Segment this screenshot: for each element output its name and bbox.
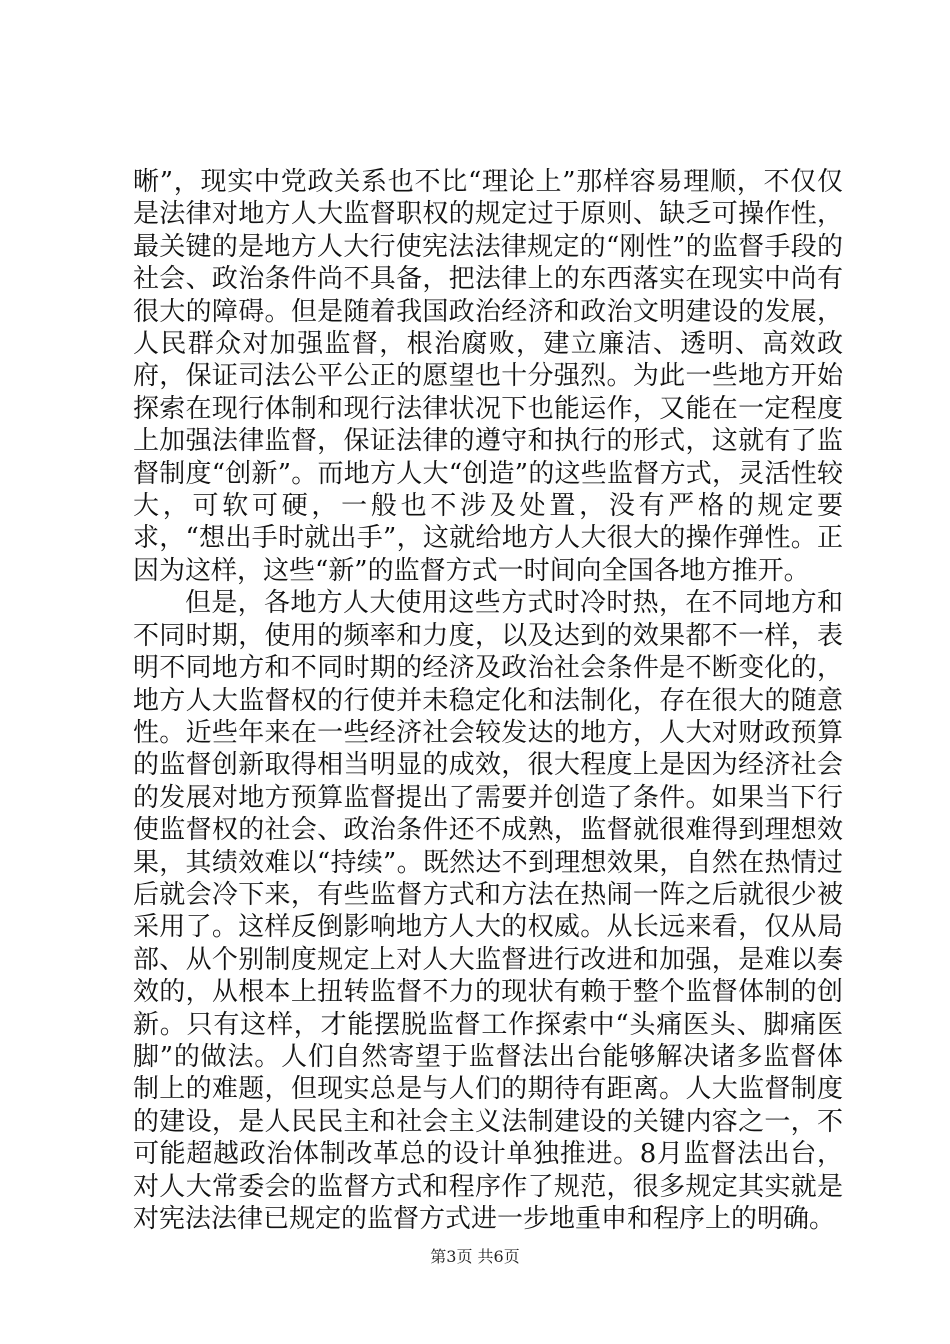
document-body	[133, 166, 843, 1235]
page-number-footer: 第3页 共6页	[430, 1247, 520, 1266]
paragraph-1: 晰”，现实中党政关系也不比“理论上”那样容易理顺，不仅仅是法律对地方人大监督职权的规定过于原则、缺乏可操作性，最关键的是地方人大行使宪法法律规定的“刚性”的监督手段的社会、政治条件尚不具备，把法律上的东西落实在现实中尚有很大的障碍。但是随着我国政治经济和政治文明建设的发展，人民群众对加强监督，根治腐败，建立廉洁、透明、高效政府，保证司法公平公正的愿望也十分强烈。为此一些地方开始探索在现行体制和现行法律状况下也能运作，又能在一定程度上加强法律监督，保证法律的遵守和执行的形式，这就有了监督制度“创新”。而地方人大“创造”的这些监督方式，灵活性较大，可软可硬，一般也不涉及处置，没有严格的规定要求，“想出手时就出手”，这就给地方人大很大的操作弹性。正因为这样，这些“新”的监督方式一时间向全国各地方推开。	[133, 167, 843, 586]
paragraph-2: 但是，各地方人大使用这些方式时冷时热，在不同地方和不同时期，使用的频率和力度，以及达到的效果都不一样，表明不同地方和不同时期的经济及政治社会条件是不断变化的，地方人大监督权的行使并未稳定化和法制化，存在很大的随意性。近些年来在一些经济社会较发达的地方，人大对财政预算的监督创新取得相当明显的成效，很大程度上是因为经济社会的发展对地方预算监督提出了需要并创造了条件。如果当下行使监督权的社会、政治条件还不成熟，监督就很难得到理想效果，其绩效难以“持续”。既然达不到理想效果，自然在热情过后就会冷下来，有些监督方式和方法在热闹一阵之后就很少被采用了。这样反倒影响地方人大的权威。从长远来看，仅从局部、从个别制度规定上对人大监督进行改进和加强，是难以奏效的，从根本上扭转监督不力的现状有赖于整个监督体制的创新。只有这样，才能摆脱监督工作探索中“头痛医头、脚痛医脚”的做法。人们自然寄望于监督法出台能够解决诸多监督体制上的难题，但现实总是与人们的期待有距离。人大监督制度的建设，是人民民主和社会主义法制建设的关键内容之一，不可能超越政治体制改革总的设计单独推进。8月监督法出台，对人大常委会的监督方式和程序作了规范，很多规定其实就是对宪法法律已规定的监督方式进一步地重申和程序上的明确。	[133, 588, 843, 1234]
